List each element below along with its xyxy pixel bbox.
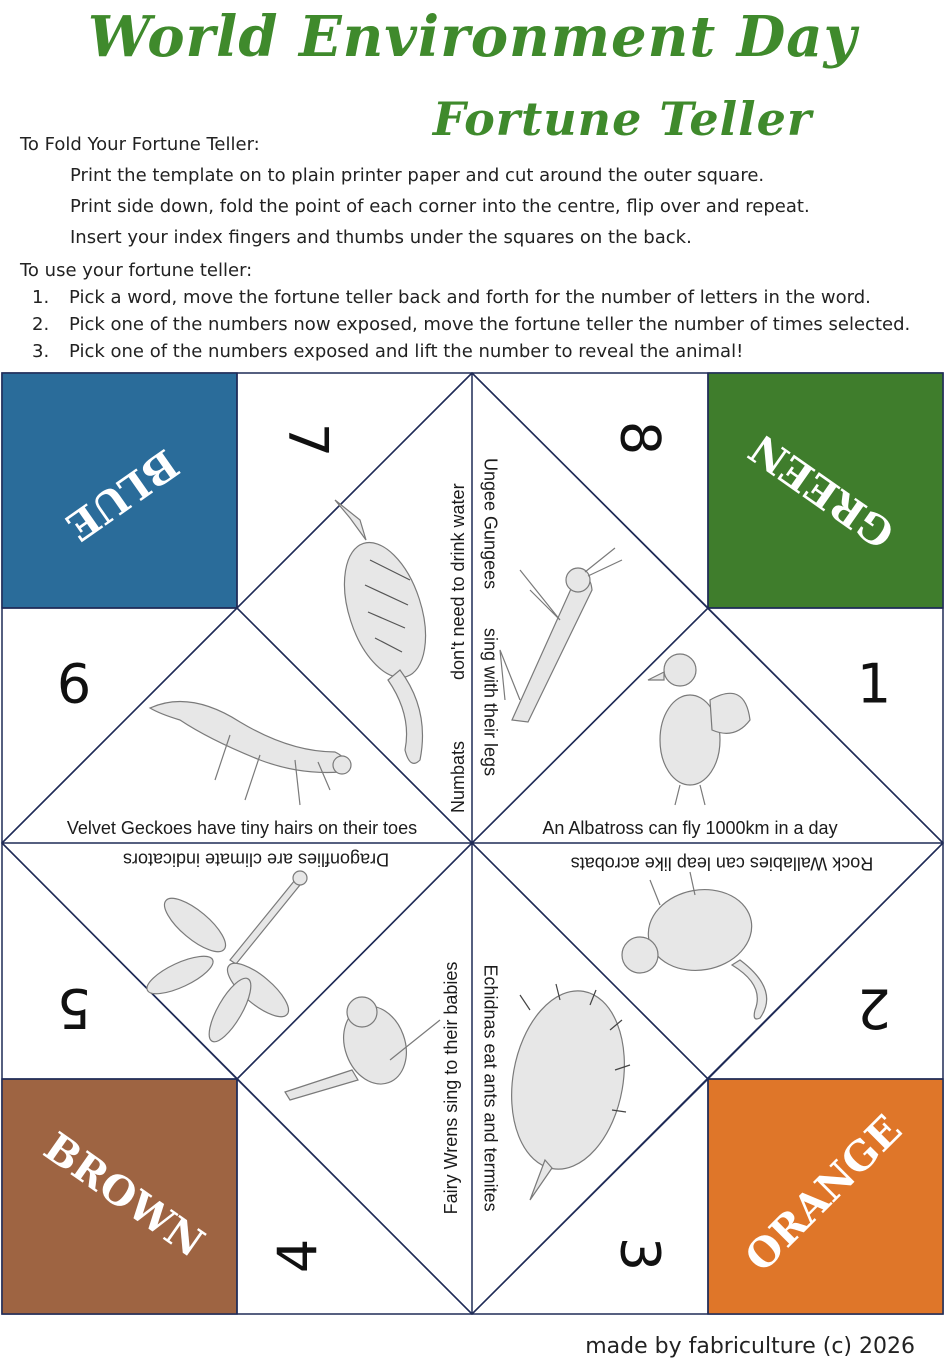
- fact-echidnas: Echidnas eat ants and termites: [480, 964, 501, 1212]
- footer-credit: made by fabriculture (c) 2026: [585, 1334, 915, 1359]
- orange-label: ORANGE: [736, 1106, 911, 1281]
- number-5: 5: [56, 976, 92, 1040]
- fact-numbats: Numbats: [447, 740, 468, 813]
- fact-dragonflies: Dragonflies are climate indicators: [122, 849, 390, 870]
- use-step-number: 2.: [32, 314, 50, 335]
- fact-ungee-legs: sing with their legs: [480, 628, 501, 777]
- fold-heading: To Fold Your Fortune Teller:: [20, 134, 260, 155]
- fact-wallabies: Rock Wallabies can leap like acrobats: [570, 853, 874, 874]
- use-step: Pick a word, move the fortune teller back and forth for the number of letters in the word.: [69, 287, 871, 308]
- fact-geckoes: Velvet Geckoes have tiny hairs on their toes: [66, 818, 418, 838]
- brown-label: BROWN: [35, 1123, 213, 1267]
- number-6: 6: [56, 652, 92, 716]
- number-3: 3: [608, 1236, 672, 1272]
- fact-wrens: Fairy Wrens sing to their babies: [440, 961, 461, 1215]
- use-heading: To use your fortune teller:: [20, 260, 253, 281]
- number-1: 1: [856, 652, 892, 716]
- number-2: 2: [856, 976, 892, 1040]
- number-7: 7: [276, 422, 340, 458]
- green-label: GREEN: [740, 424, 904, 558]
- fold-step: Print side down, fold the point of each corner into the centre, flip over and repeat.: [70, 196, 810, 217]
- use-step-number: 3.: [32, 341, 50, 362]
- fact-ungee: Ungee Gungees: [480, 458, 501, 590]
- blue-label: BLUE: [57, 439, 187, 551]
- use-step: Pick one of the numbers exposed and lift the number to reveal the animal!: [69, 341, 744, 362]
- fact-numbats-water: don't need to drink water: [447, 483, 468, 680]
- use-step-number: 1.: [32, 287, 50, 308]
- fold-step: Print the template on to plain printer paper and cut around the outer square.: [70, 165, 765, 186]
- fold-step: Insert your index fingers and thumbs under the squares on the back.: [70, 227, 692, 248]
- number-8: 8: [608, 420, 672, 456]
- page-title: World Environment Day: [87, 4, 858, 70]
- fact-albatross: An Albatross can fly 1000km in a day: [542, 818, 838, 838]
- page-subtitle: Fortune Teller: [432, 92, 813, 146]
- use-step: Pick one of the numbers now exposed, move the fortune teller the number of times selected.: [69, 314, 911, 335]
- number-4: 4: [266, 1238, 330, 1274]
